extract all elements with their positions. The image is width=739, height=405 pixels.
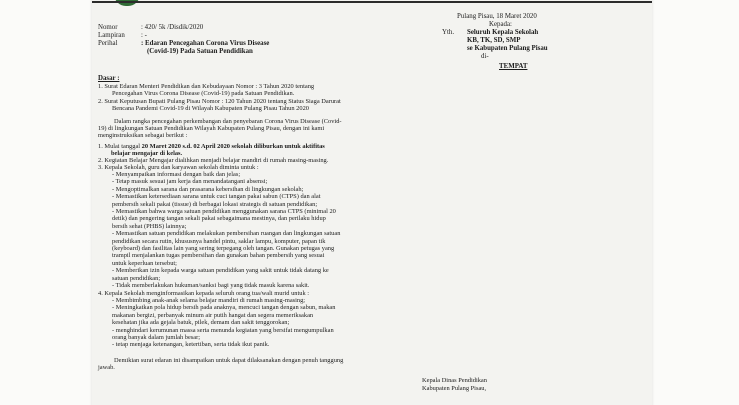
list-item: - Memastikan satuan pendidikan melakukan pembersihan ruangan dan lingkungan satuan <box>112 230 341 238</box>
list-item: pendidikan secara rutin, khususnya handel pintu, saklar lampu, komputer, papan tik <box>112 237 326 245</box>
list-item: - menghindari kerumunan massa serta menunda kegiatan yang bersifat mengumpulkan <box>112 326 334 334</box>
recipient-line2: KB, TK, SD, SMP <box>467 37 521 44</box>
list-item: - Memastikan ketersediaan sarana untuk cuci tangan pakai sabun (CTPS) dan alat <box>112 193 321 201</box>
recipient-line3: se Kabupaten Pulang Pisau <box>467 45 548 52</box>
list-item: bersih sehat (PHBS) lainnya; <box>112 222 187 230</box>
point4: 4. Kepala Sekolah menginformasikan kepada seluruh orang tua/wali murid untuk : <box>98 290 310 297</box>
list-item: - Meningkatkan pola hidup bersih pada anaknya, mencuci tangan dengan sabun, makan <box>112 304 336 312</box>
point1-bold2: belajar mengajar di kelas. <box>111 150 183 157</box>
list-item: satuan pendidikan; <box>112 274 161 282</box>
intro-line1: Dalam rangka pencegahan perkembangan dan penyebaran Corona Virus Disease (Covid- <box>114 118 342 125</box>
list-item: untuk keperluan tersebut; <box>112 259 177 267</box>
closing-line2: jawab. <box>98 364 115 371</box>
list-item: makanan bergizi, perbanyak minum air putih hangat dan segera memeriksakan <box>112 311 314 319</box>
lampiran-value: : - <box>141 32 147 39</box>
list-item: - Tetap masuk sesuai jam kerja dan menandatangani absensi; <box>112 178 268 186</box>
intro-line2: 19) di lingkungan Satuan Pendidikan Wilayah Kabupaten Pulang Pisau, dengan ini kami <box>98 125 325 132</box>
kepada-label: Kepada: <box>489 21 512 28</box>
perihal-line2: (Covid-19) Pada Satuan Pendidikan <box>147 48 253 55</box>
point3-list <box>112 171 340 290</box>
list-item: - Membimbing anak-anak selama belajar mandiri di rumah masing-masing; <box>112 297 306 304</box>
closing-line1: Demikian surat edaran ini disampaikan untuk dapat dilaksanakan dengan penuh tanggung <box>114 357 344 364</box>
point1-prefix: 1. Mulai tanggal <box>98 143 142 150</box>
point2: 2. Kegiatan Belajar Mengajar dialihkan menjadi belajar mandiri di rumah masing-masing. <box>98 157 329 164</box>
perihal-line1: : Edaran Pencegahan Corona Virus Disease <box>141 40 270 47</box>
letter-sheet <box>92 0 652 405</box>
dasar-item1-b: Pencegahan Virus Corona Disease (Covid-19) pada Satuan Pendidikan. <box>112 90 295 97</box>
yth-label: Yth. <box>442 29 455 36</box>
nomor-value: : 420/ 5k /Disdik/2020 <box>141 24 204 31</box>
list-item: - Memberikan izin kepada warga satuan pendidikan yang sakit untuk tidak datang ke <box>112 267 329 275</box>
recipient-line1: Seluruh Kepala Sekolah <box>467 29 539 36</box>
lampiran-label: Lampiran <box>98 32 125 39</box>
point3: 3. Kepala Sekolah, guru dan karyawan sekolah diminta untuk : <box>98 164 259 171</box>
dasar-heading: Dasar : <box>98 75 120 82</box>
list-item: - Menyampaikan informasi dengan baik dan jelas; <box>112 171 241 178</box>
perihal-label: Perihal <box>98 40 118 47</box>
letterhead-rule <box>92 1 652 3</box>
list-item: detik) dan pengering tangan sekali pakai sebagaimana mestinya, dan perilaku hidup <box>112 215 326 223</box>
list-item: pembersih sekali pakai (tissue) di berbagai lokasi strategis di satuan pendidikan; <box>112 200 318 208</box>
list-item: orang banyak dalam jumlah besar; <box>112 334 201 342</box>
list-item: - Tidak memberlakukan hukuman/sanksi bagi yang tidak masuk karena sakit. <box>112 282 310 290</box>
list-item: trampil menjalankan tugas pembersihan dan gunakan bahan pembersih yang sesuai <box>112 252 325 260</box>
di-label: di- <box>481 53 489 60</box>
signature-line1: Kepala Dinas Pendidikan <box>422 377 487 384</box>
point1-bold: 20 Maret 2020 s.d. 02 April 2020 sekolah diliburkan untuk aktifitas <box>141 143 325 150</box>
intro-line3: menginstruksikan sebagai berikut : <box>98 132 188 139</box>
list-item: - Mengoptimalkan sarana dan prasarana kebersihan di lingkungan sekolah; <box>112 185 304 193</box>
dasar-item2-b: Bencana Pandemi Covid-19 di Wilayah Kabupaten Pulang Pisau Tahun 2020 <box>112 105 309 112</box>
list-item: (keyboard) dan fasilitas lain yang sering terpegang oleh tangan. Gunakan petugas yang <box>112 245 335 253</box>
signature-line2: Kabupaten Pulang Pisau, <box>422 385 487 392</box>
place-date: Pulang Pisau, 18 Maret 2020 <box>457 13 537 20</box>
nomor-label: Nomor <box>98 24 118 31</box>
dasar-item1-a: 1. Surat Edaran Menteri Pendidikan dan Kebudayaan Nomor : 3 Tahun 2020 tentang <box>98 83 315 90</box>
dasar-item2-a: 2. Surat Keputusan Bupati Pulang Pisau Nomor : 120 Tahun 2020 tentang Status Siaga Darurat <box>98 98 341 105</box>
tempat-label: TEMPAT <box>499 63 528 70</box>
list-item: - tetap menjaga ketenangan, ketertiban, serta tidak ikut panik. <box>112 341 270 349</box>
point4-list <box>112 297 335 349</box>
list-item: - Memastikan bahwa warga satuan pendidikan menggunakan sarana CTPS (minimal 20 <box>112 208 336 216</box>
list-item: kesehatan jika ada gejala batuk, pilek, demam dan sakit tenggorokan; <box>112 319 290 327</box>
